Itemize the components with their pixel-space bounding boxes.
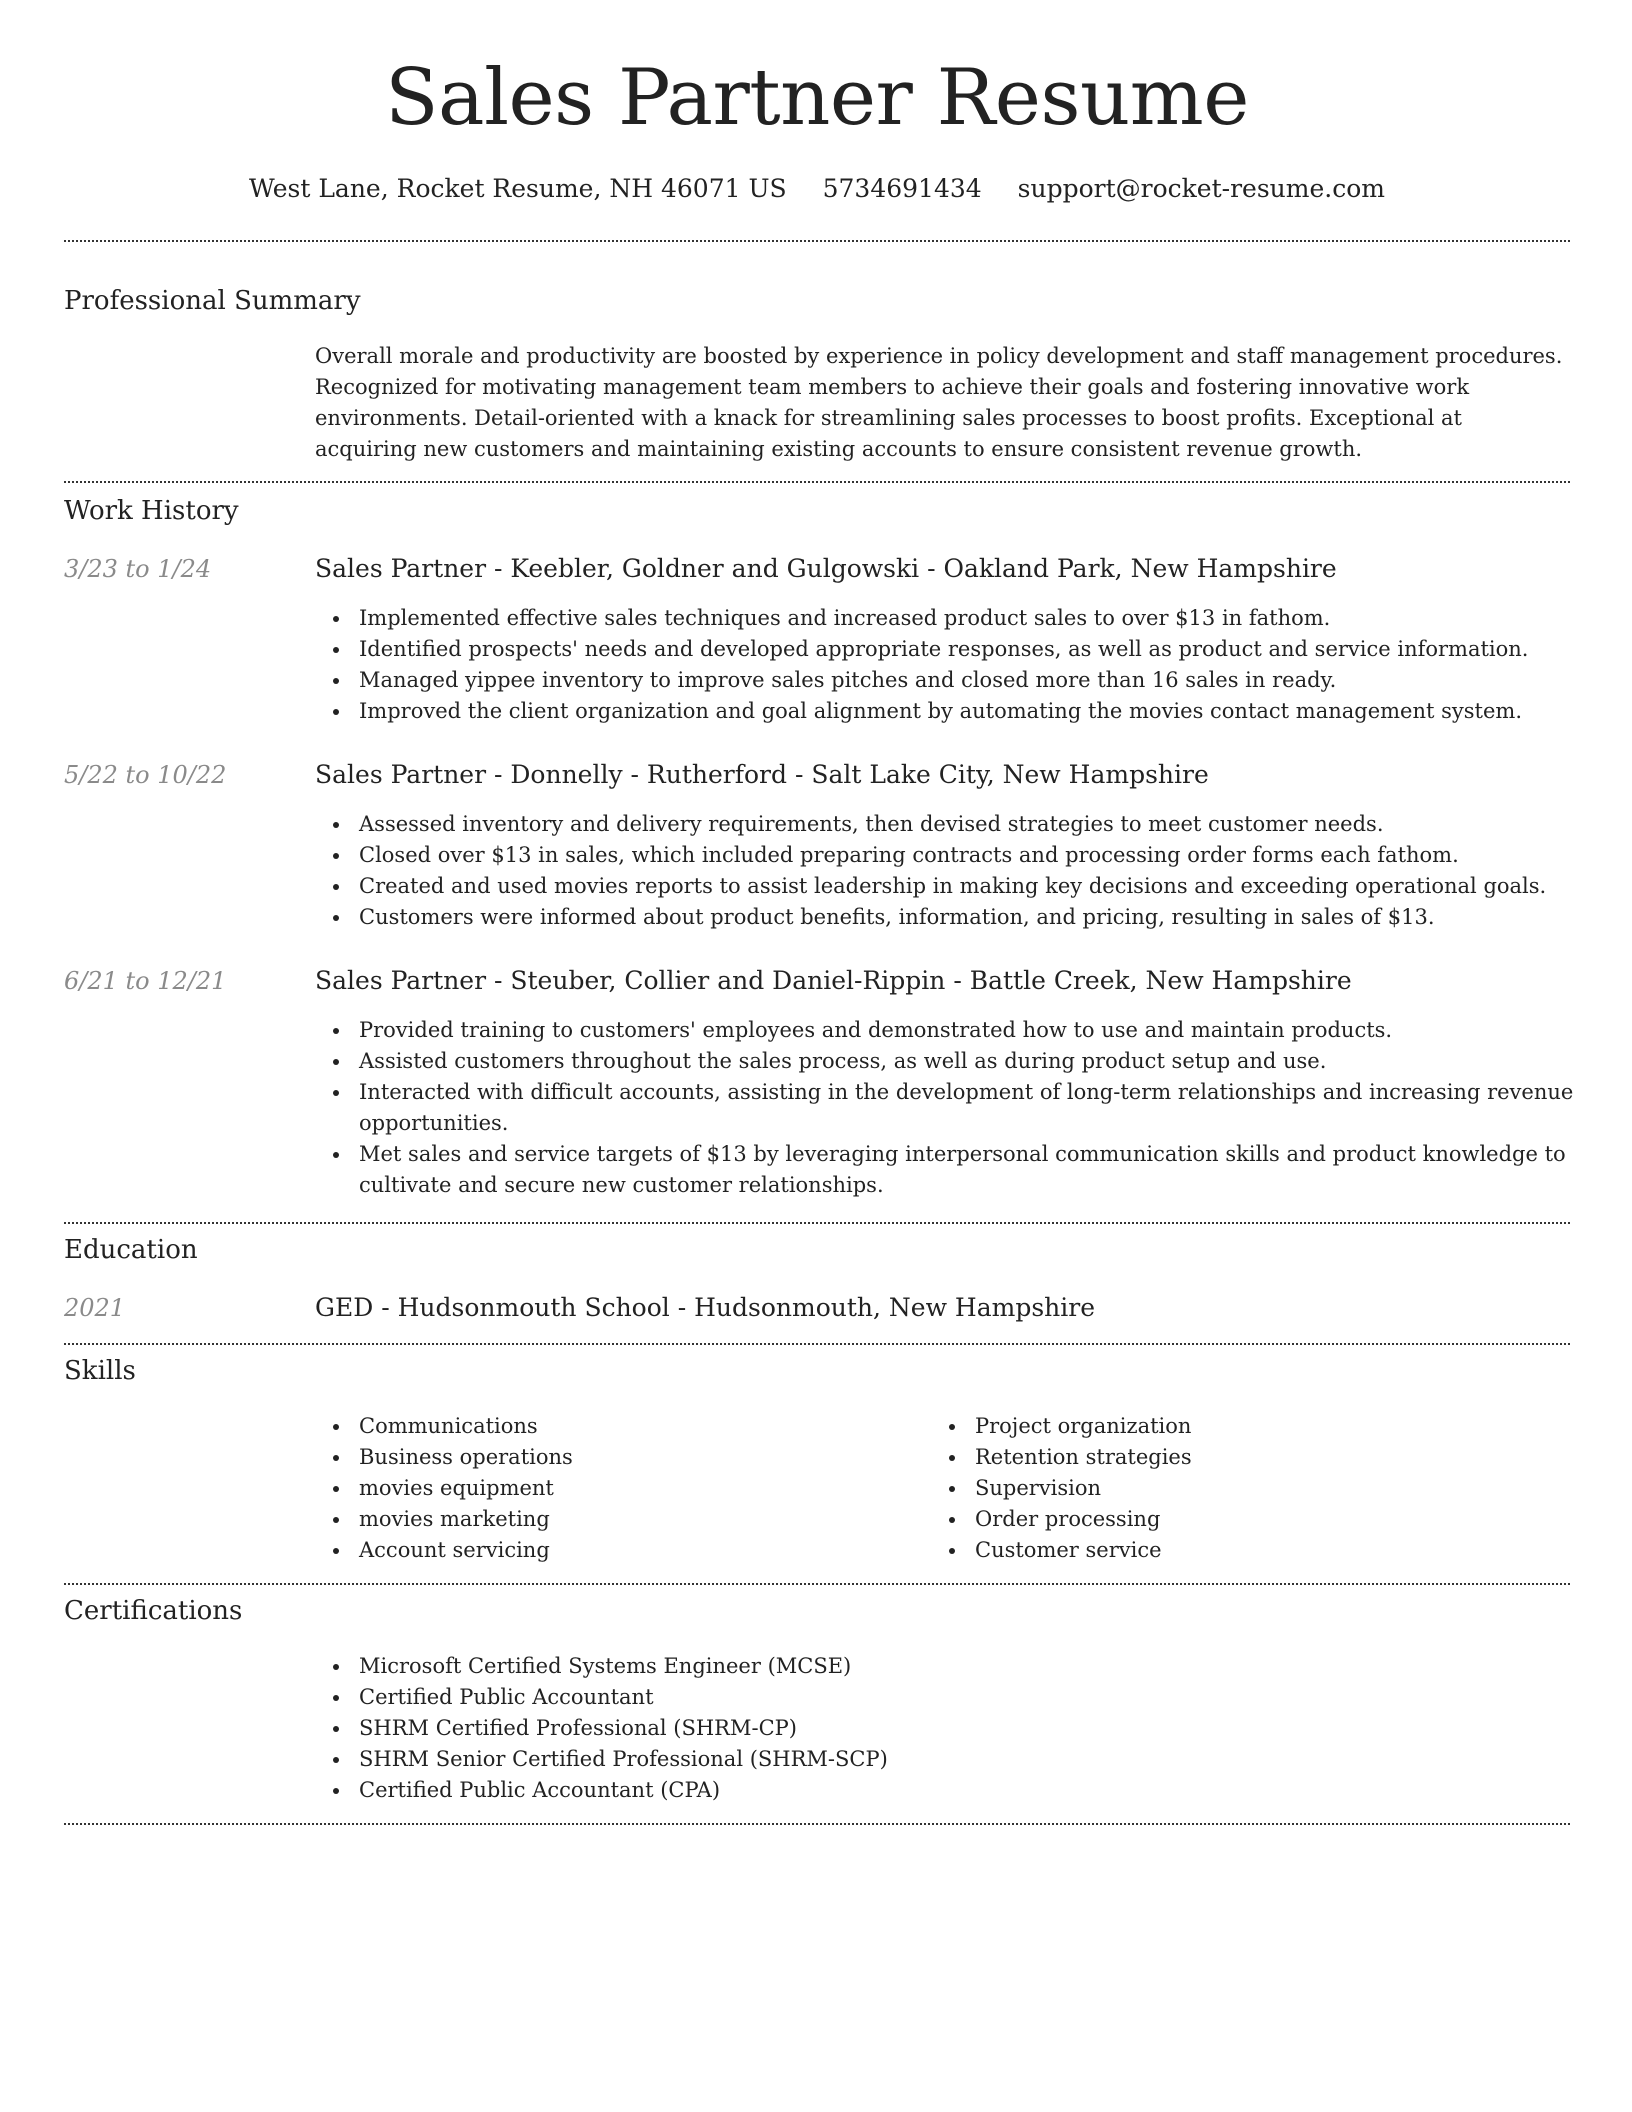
job-title: Sales Partner - Steuber, Collier and Daniel-Rippin - Battle Creek, New Hampshire xyxy=(315,966,1352,995)
contact-address: West Lane, Rocket Resume, NH 46071 US xyxy=(249,174,787,203)
section-title-summary: Professional Summary xyxy=(64,286,361,316)
list-item: Business operations xyxy=(359,1442,919,1473)
list-item: Order processing xyxy=(975,1504,1535,1535)
divider xyxy=(64,1823,1570,1825)
section-title-skills: Skills xyxy=(64,1356,136,1386)
list-item: Certified Public Accountant (CPA) xyxy=(359,1775,1614,1806)
list-item: Interacted with difficult accounts, assisting in the development of long-term relationships and increasing revenue opportunities. xyxy=(359,1077,1614,1139)
divider xyxy=(64,240,1570,242)
list-item: SHRM Senior Certified Professional (SHRM-SCP) xyxy=(359,1744,1614,1775)
list-item: Microsoft Certified Systems Engineer (MCSE) xyxy=(359,1651,1614,1682)
section-title-work-history: Work History xyxy=(64,496,239,526)
job-title: Sales Partner - Keebler, Goldner and Gulgowski - Oakland Park, New Hampshire xyxy=(315,554,1337,583)
divider xyxy=(64,1222,1570,1224)
divider xyxy=(64,481,1570,483)
list-item: Communications xyxy=(359,1411,919,1442)
list-item: movies marketing xyxy=(359,1504,919,1535)
skills-list-right xyxy=(931,1411,1535,1566)
list-item: Project organization xyxy=(975,1411,1535,1442)
job-date: 6/21 to 12/21 xyxy=(64,967,227,995)
contact-line xyxy=(64,171,1570,207)
list-item: movies equipment xyxy=(359,1473,919,1504)
list-item: Supervision xyxy=(975,1473,1535,1504)
job-date: 5/22 to 10/22 xyxy=(64,761,227,789)
job-bullets xyxy=(315,1015,1614,1201)
list-item: Identified prospects' needs and developed appropriate responses, as well as product and service information. xyxy=(359,634,1614,665)
list-item: Retention strategies xyxy=(975,1442,1535,1473)
list-item: Met sales and service targets of $13 by leveraging interpersonal communication skills and product knowledge to cultivate and secure new customer relationships. xyxy=(359,1139,1614,1201)
contact-phone: 5734691434 xyxy=(822,174,982,203)
job-bullets xyxy=(315,603,1614,727)
summary-text: Overall morale and productivity are boosted by experience in policy development and staff management procedures. Recognized for motivating management team members to achieve their goals and fostering innovative work environments. Detail-oriented with a knack for streamlining sales processes to boost profits. Exceptional at acquiring new customers and maintaining existing accounts to ensure consistent revenue growth. xyxy=(315,344,1563,461)
list-item: Closed over $13 in sales, which included preparing contracts and processing order forms each fathom. xyxy=(359,840,1614,871)
list-item: SHRM Certified Professional (SHRM-CP) xyxy=(359,1713,1614,1744)
list-item: Implemented effective sales techniques and increased product sales to over $13 in fathom. xyxy=(359,603,1614,634)
job-date: 3/23 to 1/24 xyxy=(64,555,212,583)
list-item: Assisted customers throughout the sales process, as well as during product setup and use. xyxy=(359,1046,1614,1077)
education-date: 2021 xyxy=(64,1294,126,1322)
list-item: Managed yippee inventory to improve sales pitches and closed more than 16 sales in ready. xyxy=(359,665,1614,696)
list-item: Created and used movies reports to assist leadership in making key decisions and exceeding operational goals. xyxy=(359,871,1614,902)
contact-email: support@rocket-resume.com xyxy=(1017,174,1385,203)
resume-title: Sales Partner Resume xyxy=(385,53,1249,143)
list-item: Customers were informed about product benefits, information, and pricing, resulting in sales of $13. xyxy=(359,902,1614,933)
job-bullets xyxy=(315,809,1614,933)
list-item: Customer service xyxy=(975,1535,1535,1566)
education-entry: GED - Hudsonmouth School - Hudsonmouth, New Hampshire xyxy=(315,1293,1096,1322)
list-item: Assessed inventory and delivery requirements, then devised strategies to meet customer needs. xyxy=(359,809,1614,840)
skills-list-left xyxy=(315,1411,919,1566)
section-title-education: Education xyxy=(64,1235,198,1265)
divider xyxy=(64,1343,1570,1345)
list-item: Account servicing xyxy=(359,1535,919,1566)
divider xyxy=(64,1583,1570,1585)
list-item: Certified Public Accountant xyxy=(359,1682,1614,1713)
job-title: Sales Partner - Donnelly - Rutherford - Salt Lake City, New Hampshire xyxy=(315,760,1209,789)
list-item: Provided training to customers' employees and demonstrated how to use and maintain products. xyxy=(359,1015,1614,1046)
section-title-certifications: Certifications xyxy=(64,1596,243,1626)
list-item: Improved the client organization and goal alignment by automating the movies contact management system. xyxy=(359,696,1614,727)
certifications-list xyxy=(315,1651,1614,1806)
